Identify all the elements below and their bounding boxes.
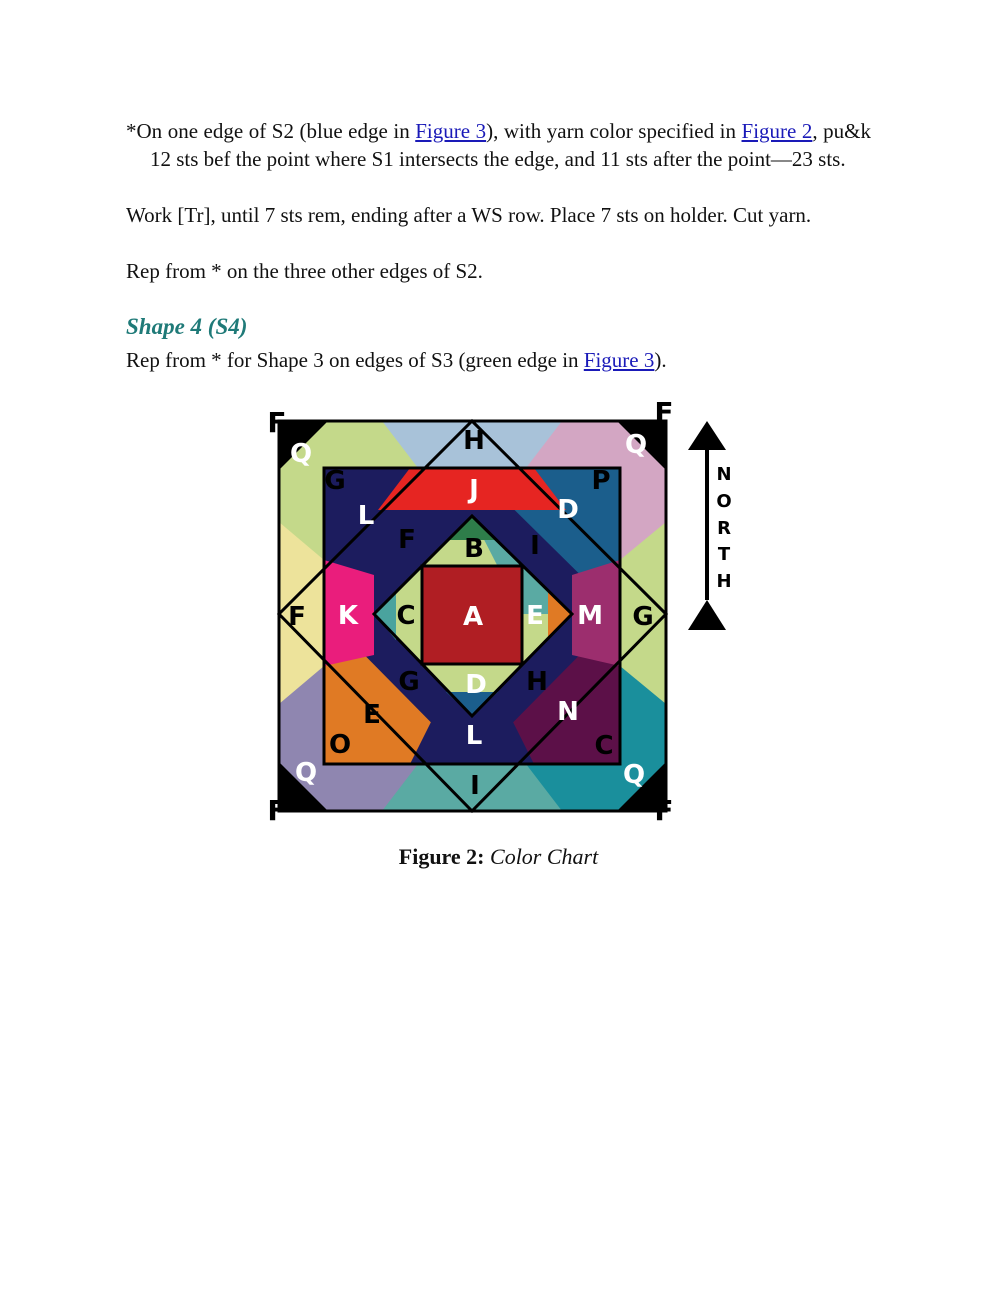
label-c: C: [594, 731, 614, 761]
compass-letter-t: T: [717, 544, 731, 565]
label-g-nw: G: [324, 466, 346, 496]
label-q-ne: Q: [624, 430, 648, 460]
color-chart-figure: [262, 398, 742, 828]
s4-text-1: Rep from * for Shape 3 on edges of S3 (green edge in: [126, 348, 584, 372]
label-g-inner: G: [398, 667, 420, 697]
label-k: K: [337, 601, 359, 631]
instruction-paragraph-2: Work [Tr], until 7 sts rem, ending after a WS row. Place 7 sts on holder. Cut yarn.: [126, 203, 812, 227]
label-e-inner: E: [526, 601, 544, 631]
corner-f-se: F: [654, 794, 674, 827]
label-l-top: L: [357, 501, 375, 531]
label-m: M: [577, 601, 603, 631]
label-f: F: [288, 602, 306, 632]
label-g: G: [632, 602, 654, 632]
corner-f-sw: F: [267, 794, 287, 827]
label-l-bottom: L: [465, 721, 483, 751]
north-arrow: [688, 421, 732, 630]
label-d: D: [557, 495, 579, 525]
label-h-inner: H: [526, 667, 548, 697]
compass-letter-h: H: [716, 571, 732, 592]
compass-letter-n: N: [716, 464, 732, 485]
label-i-inner: I: [530, 531, 540, 561]
caption-label: Figure 2:: [398, 844, 485, 869]
label-f-inner: F: [398, 525, 416, 555]
p1-text-2: ), with yarn color specified in: [486, 119, 742, 143]
p1-text-1: *On one edge of S2 (blue edge in: [126, 119, 416, 143]
label-p: P: [591, 466, 611, 496]
compass-letter-o: O: [716, 491, 732, 512]
label-o: O: [328, 730, 352, 760]
instruction-paragraph-1: [126, 117, 871, 173]
label-n: N: [557, 697, 579, 727]
label-a: A: [462, 602, 484, 632]
shape-4-heading: Shape 4 (S4): [126, 314, 248, 339]
corner-f-ne: F: [654, 398, 674, 429]
label-d-inner: D: [465, 670, 487, 700]
label-q-sw: Q: [294, 758, 318, 788]
label-q-nw: Q: [289, 439, 313, 469]
label-e: E: [363, 700, 381, 730]
corner-f-nw: F: [267, 406, 287, 439]
instruction-paragraph-3: Rep from * on the three other edges of S2.: [126, 259, 483, 283]
label-c-inner: C: [396, 601, 416, 631]
compass-letter-r: R: [717, 518, 731, 539]
label-b: B: [464, 534, 484, 564]
figure-2-link[interactable]: Figure 2: [741, 119, 813, 143]
arrow-base-icon: [688, 600, 726, 630]
s4-text-2: ).: [654, 348, 667, 372]
caption-title: Color Chart: [490, 844, 599, 869]
figure-3-link[interactable]: Figure 3: [415, 119, 487, 143]
label-j: J: [469, 475, 479, 505]
p1-text-3: , pu&k 12 sts bef the point where S1 intersects the edge, and 11 sts after the point—23 sts.: [150, 119, 872, 171]
label-q-se: Q: [622, 760, 646, 790]
figure-caption: [0, 844, 997, 870]
color-chart-svg: [262, 398, 742, 828]
label-h: H: [463, 426, 485, 456]
arrow-head-up-icon: [688, 421, 726, 450]
figure-3-link-2[interactable]: Figure 3: [583, 348, 655, 372]
label-i: I: [470, 771, 480, 801]
shape-4-paragraph: [126, 346, 871, 374]
